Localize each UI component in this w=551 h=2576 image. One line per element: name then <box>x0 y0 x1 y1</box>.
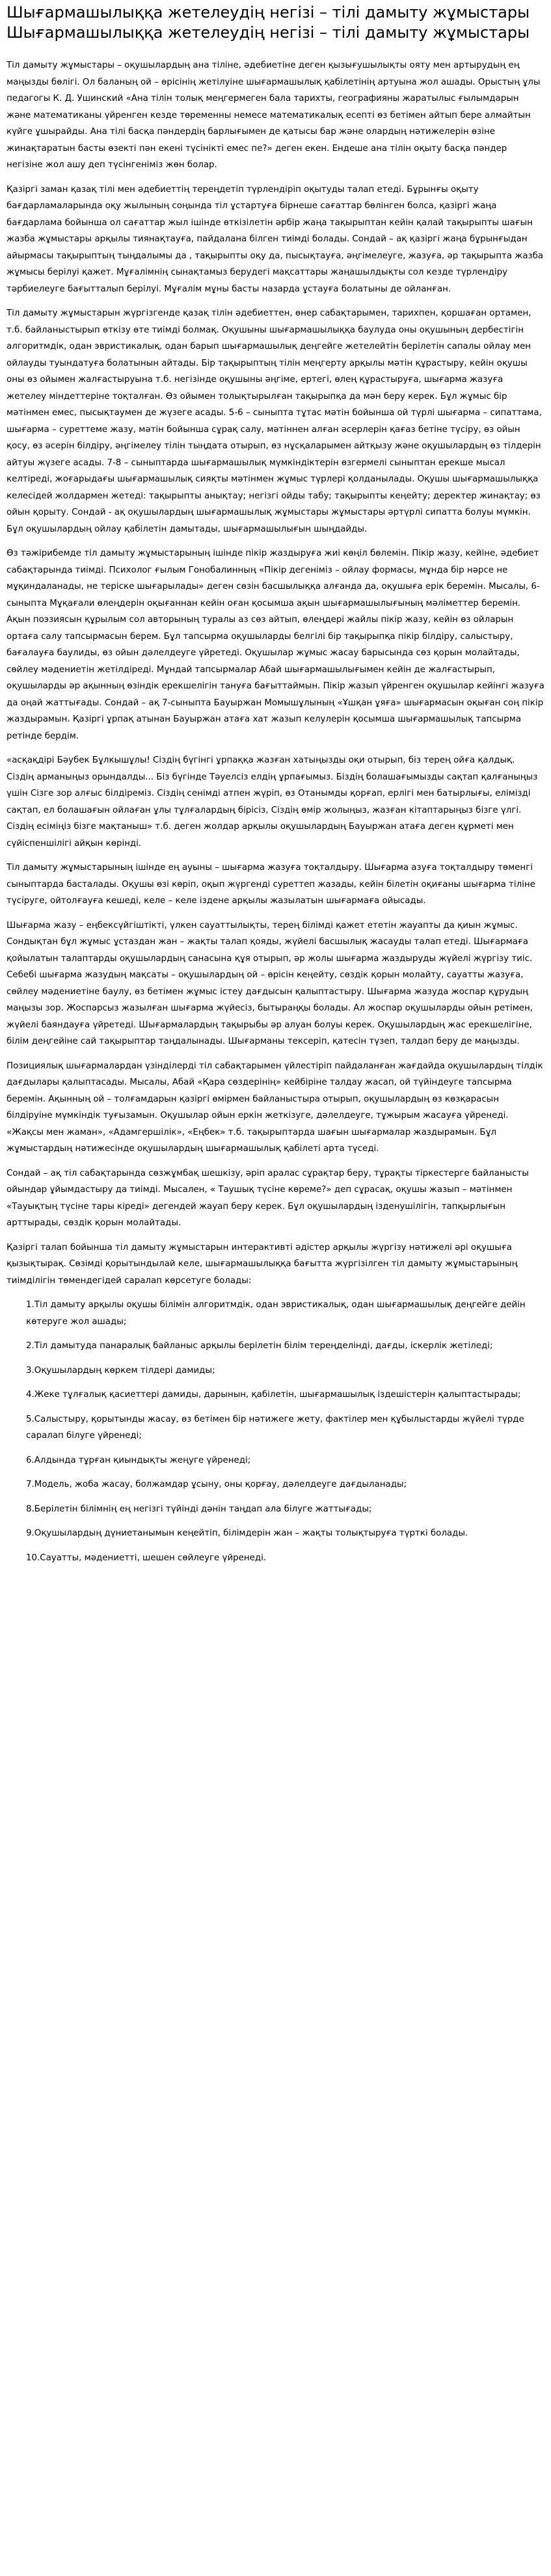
list-item: 3.Оқушылардың көркем тілдері дамиды; <box>26 1365 215 1376</box>
list-item: 6.Алдында тұрған қиындықты жеңуге үйренеді; <box>26 1455 251 1465</box>
paragraph: Тіл дамыту жұмыстары – оқушылардың ана тіліне, әдебиетіне деген қызығушылықты ояту мен артырудың ең маңызды бөлігі. Ол баланың ой – өрісінің жетілуіне шығармашылық қабілетінің артуына жол ашады. Орыстың ұлы педагогы К. Д. Ушинский «Ана тілін толық меңгермеген бала тарихты, географияны жаратылыс ғылымдарын және математиканы үйренген кезде төременны немесе математикалық есепті өз бетімен айтып бере алмайтын күйге ұшырайды. Ана тілі басқа пәндердің барлығымен де қатысы бар және олардың нәтижелерін өзіне жинақтаратын басты өзекті пән екені түсінікті емес пе?» деген екен. Ендеше ана тілін оқыту басқа пәндер негізіне жол ашу деп түсінгеніміз жөн болар. <box>7 61 541 170</box>
list-item: 1.Тіл дамыту арқылы оқушы білімін алгоритмдік, одан эвристикалық, одан шығармашылық деңгейге дейін көтеруге жол ашады; <box>26 1300 526 1327</box>
paragraph: Позициялық шығармалардан үзінділерді тіл сабақтарымен үйлестіріп пайдаланған жағдайда оқушылардың тілдік дағдылары қалыптасады. Мысалы, Абай «Қара сөздерінің» кейбіріне талдау жасап, ой түйіндеуге тапсырма беремін. Ақынның ой – толғамдарын қазіргі өмірмен байланыстыра отырып, оқушылардың өз көзқарасын білдіруіне мүмкіндік туғызамын. Оқушылар ойын еркін жеткізуге, дәлелдеуге, тұжырым жасауға үйренеді. «Жақсы мен жаман», «Адамгершілік», «Еңбек» т.б. тақырыптарда шағын шығармалар жаздырамын. Бұл жұмыстардың нәтижесінде оқушылардың шығармашылық қабілеті арта түседі. <box>7 1061 543 1154</box>
list-item: 9.Оқушылардың дүниетанымын кеңейтіп, білімдерін жан – жақты толықтыруға түрткі болады. <box>26 1528 468 1538</box>
effectiveness-list <box>7 1297 544 1566</box>
paragraph: Қазіргі заман қазақ тілі мен әдебиеттің тереңдетіп түрлендіріп оқытуды талап етеді. Бұрынғы оқыту бағдарламаларында оқу жылының соңында тіл ұстартуға бірнеше сағаттар бөлінген болса, қазіргі жаңа бағдарлама бойынша ол сағаттар жыл ішінде өткізілетін әрбір жаңа тақырыптан кейін қалай тақырыпты шағын жазба жұмыстары арқылы тиянақтауға, пайдалана білген тиімді болады. Сондай – ақ қазіргі жаңа бұрынғыдан айырмасы тақырыптың тыңдалымы да , тақырыпты оқу да, пысықтауға, әңгімелеуге, жазуға, әр тақырыпта жазба жұмысы берілуі қажет. Мұғалімнің сынақтамыз берудегі мақсаттары жаңашылдықты сол кезде түрлендіру тәрбиелеуге бағытталып берілуі. Мұғалім мұны басты назарда ұстауға болатыны де ойланған. <box>7 184 544 294</box>
list-item: 7.Модель, жоба жасау, болжамдар ұсыну, оны қорғау, дәлелдеуге дағдыланады; <box>26 1480 407 1489</box>
list-item: 5.Салыстыру, қорытынды жасау, өз бетімен бір нәтижеге жету, фактілер мен құбылыстарды жүйелі түрде саралап білуге үйренеді; <box>26 1414 524 1441</box>
paragraph: Қазіргі талап бойынша тіл дамыту жұмыстарын интерактивті әдістер арқылы жүргізу нәтижелі әрі оқушыға қызықтырақ. Сөзімді қорытындылай келе, шығармашылыққа бағытта жүргізілген тіл дамыту жұмыстарының тиімділігін төмендегідей саралап көрсетуге болады: <box>7 1242 518 1286</box>
document-title: Шығармашылыққа жетелеудің негізі – тілі дамыту жұмыстары Шығармашылыққа жетелеудің негізі – тілі дамыту жұмыстары <box>7 3 530 42</box>
paragraph: Сондай – ақ тіл сабақтарында сөзжұмбақ шешкізу, әріп аралас сұрақтар беру, тұрақты тіркестерге байланысты ойындар ұйымдастыру да тиімді. Мысален, « Таушық түсіне көреме?» деп сұрасақ, оқушы жазып – мәтінмен «Тауықтың түсіне тары кіреді» дегендей жауап беру керек. Бұл оқушылардың ізденушілігін, тапқырлығын арттырады, сөздік қорын молайтады. <box>7 1168 529 1228</box>
paragraph: Өз тәжірибемде тіл дамыту жұмыстарының ішінде пікір жаздыруға жиі көңіл бөлемін. Пікір жазу, кейіне, әдебиет сабақтарында тиімді. Психолог ғылым Гонобалинның «Пікір дегеніміз – ойлау формасы, мұнда бір нәрсе не мұқиндаланады, не теріске шығарылады» деген сөзін басшылыққа алғанда да, оқушыға ерік беремін. Мысалы, 6-сыныпта Мұқағали өлеңдерін оқығаннан кейін оған қосымша ақын шығармашылығының мәліметтер беремін. Ақын поэзиясын құрылым сол авторының туралы аз сөз айтып, өлеңдері жайлы пікір жазу, кейін өз ойларын ортаға салу тапсырмасын берем. Бұл тапсырма оқушыларды белгілі бір тақырыпқа пікір білдіру, салыстыру, бағалауға баулиды, өз ойын дәлелдеуге үйретеді. Оқушылар жұмыс жасау барысында сөз қорын молайтады, сөйлеу мәдениетін жетілдіреді. Мұндай тапсырмалар Абай шығармашылығымен кейін де жалғастырып, оқушыларды әр ақынның өзіндік ерекшелігін тануға бағыттаймын. Пікір жазып үйренген оқушылар кейінгі жазуға да оңай жаттығады. Сондай – ақ 7-сыныпта Бауыржан Момышұлының «Ұшқан ұяға» шығармасын оқыған соң пікір жаздырамын. Қазіргі ұрпақ атынан Бауыржан атаға хат жазып келулерін қосымша шығармашылық тапсырма ретінде бердім. <box>7 549 544 741</box>
paragraph: «асқақдірі Бәубек Бұлкышұлы! Сіздің бүгінгі ұрпаққа жазған хатыңызды оқи отырып, біз терең ойға қалдық. Сіздің арманыңыз орындалды... Біз бүгінде Тәуелсіз елдің ұрпағымыз. Біздің болашағымызды сақтап қалғаныңыз үшін Сізге зор алғыс білдіреміз. Сіздің сенімді атпен жүріп, өз Отанымды қорғап, ерлігі мен батырлығы, елімізді сақтап, ел болашағын ойлаған ұлы тұлғалардың бірісіз, Сіздің өмір жолыңыз, жазған кітаптарыңыз бізге үлгі. Сіздің есіміңіз бізге мақтаныш» т.б. деген жолдар арқылы оқушылардың Бауыржан атаға деген құрметі мен сүйіспеншілігі айқын көрінді. <box>7 755 538 848</box>
list-item: 4.Жеке тұлғалық қасиеттері дамиды, дарынын, қабілетін, шығармашылық іздешістерін қалыптастырады; <box>26 1390 521 1400</box>
paragraph: Тіл дамыту жұмыстарының ішінде ең ауыны – шығарма жазуға тоқталдыру. Шығарма азуға тоқталдыру төменгі сыныптарда басталады. Оқушы өзі көріп, оқып жүргенді суреттеп жазады, кейін білетін оқиғаны шығарма тіліне түсіруге, ойтолғауға кешеді, келе – келе іздене арқылы жазылатын шығармаға ойысады. <box>7 863 535 906</box>
paragraph: Шығарма жазу – еңбексүйгіштікті, үлкен сауаттылықты, терең білімді қажет ететін жауапты да қиын жұмыс. Сондықтан бұл жұмыс ұстаздан жан – жақты талап қояды, жүйелі басшылық жасауды талап етеді. Шығармаға қойылатын талаптарды оқушылардың санасына құя отырып, әр жолы шығарма жаздыруды жүйелі жүргізу тиіс. Себебі шығарма жазудың мақсаты – оқушылардың ой – өрісін кеңейту, сөздік қорын молайту, сауатты жазуға, сөйлеу мәдениетіне баулу, өз бетімен жұмыс істеу дағдысын қалыптастыру. Шығарма жазуда жоспар құрудың маңызы зор. Жоспарсыз жазылған шығарма жүйесіз, бытыраңқы болады. Ал жоспар оқушыларды ойын ретімен, жүйелі баяндауға үйретеді. Шығармалардың тақырыбы әр алуан болуы керек. Оқушылардың жас ерекшелігіне, білім деңгейіне сай тақырыптар таңдалынады. Шығарманы тексеріп, қатесін түзеп, талдап беру де маңызды. <box>7 920 533 1046</box>
paragraph: Тіл дамыту жұмыстарын жүргізгенде қазақ тілін әдебиеттен, өнер сабақтарымен, тарихпен, қоршаған ортамен, т.б. байланыстырып өткізу өте тиімді болмақ. Оқушыны шығармашылыққа баулуда оны оқушының дербестігін алгоритмдік, одан эвристикалық, одан барып шығармашылық деңгейге жетелейтін берілетін сапалы ойлау мен ойлауды туындатуға болатынын айтады. Бір тақырыптың тілін меңгерту арқылы мәтін құрастыру, кейін оқушы оны өз ойымен жалғастыруына т.б. негізінде оқушыны әңгіме, ертегі, өлең құрастыруға, шығарма жазуға жетелеу міндеттеріне тоқталған. Өз ойымен толықтырылған тақырыпқа да мән беру керек. Бұл жұмыс бір мәтінмен емес, пысықтаумен де жүзеге асады. 5-6 – сыныпта тұтас мәтін бойынша ой түрлі шығарма – сипаттама, шығарма – суреттеме жазу, мәтін бойынша сұрақ салу, мәтіннен алған әсерлерін қағаз бетіне түсіру, өз ойын қосу, өз әсерін білдіру, әңгімелеу тілін тыңдата отырып, өз нұсқаларымен айтқызу және оқушылардың өз тілдерін айтуы жүзеге асады. 7-8 – сыныптарда шығармашылық мүмкіндіктерін өзгермелі сыныптан ерекше мысал келтіреді, жоғарыдағы шығармашылық сияқты мәтінмен жұмыс түрлері қолданылады. Оқушы шығармашылыққа келесідей жолдармен жетеді: тақырыпты анықтау; негізгі ойды табу; тақырыпты кеңейту; деректер жинақтау; өз ойын қорыту. Сондай - ақ оқушылардың шығармашылық жұмыстары жұмыстары әртүрлі сипатта болуы мүмкін. Бұл оқушылардың ойлау қабілетін дамытады, шығармашылығын шыңдайды. <box>7 308 542 534</box>
list-item: 2.Тіл дамытуда панаралық байланыс арқылы берілетін білім тереңделінді, дағды, іскерлік жетіледі; <box>26 1341 493 1351</box>
list-item: 8.Берілетін білімнің ең негізгі түйінді дәнін таңдап ала білуге жаттығады; <box>26 1504 372 1514</box>
list-item: 10.Сауатты, мәдениетті, шешен сөйлеуге үйренеді. <box>26 1552 267 1563</box>
